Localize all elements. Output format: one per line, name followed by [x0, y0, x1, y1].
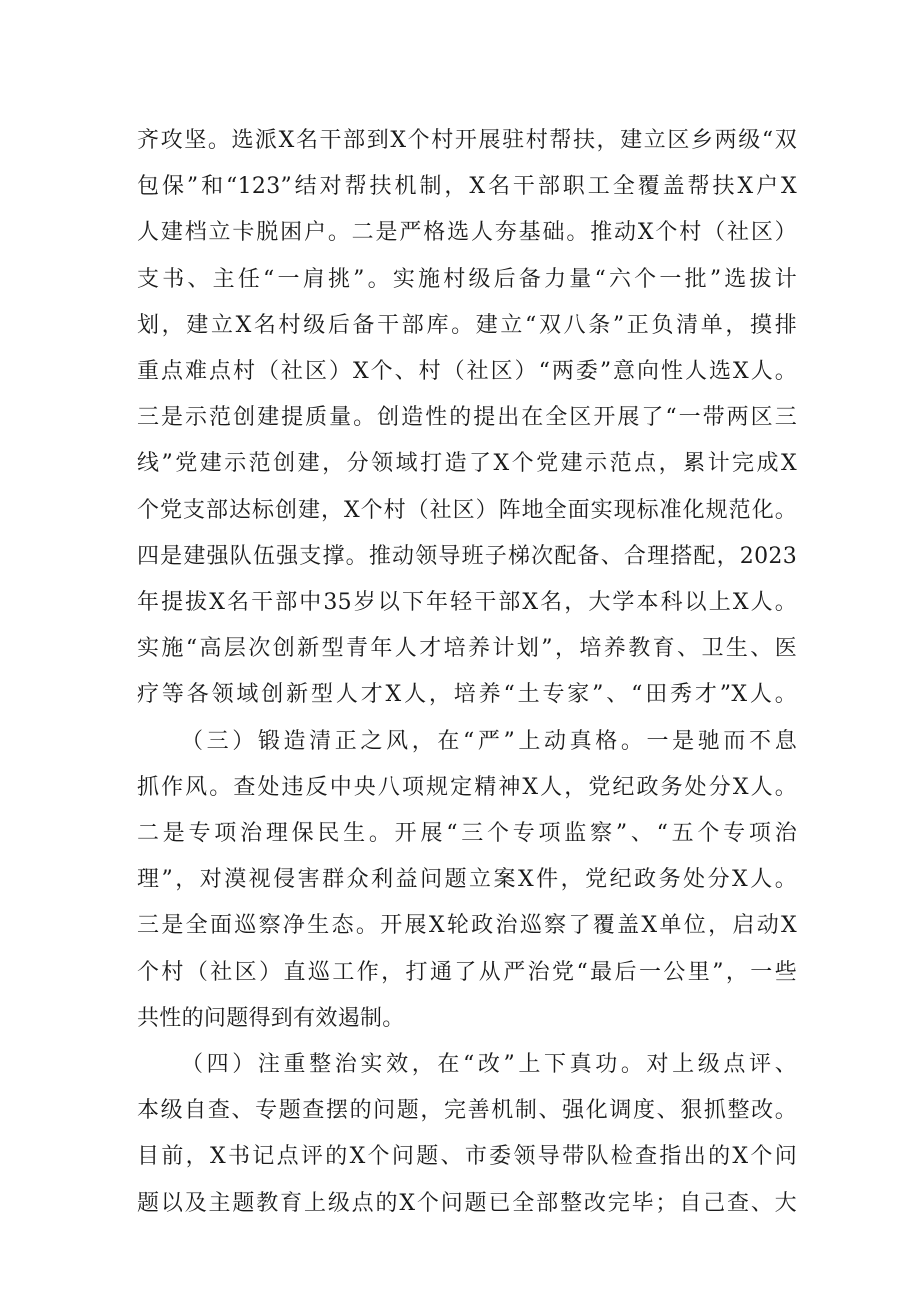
text-line: 疗等各领域创新型人才X人，培养“土专家”、“田秀才”X人。 — [137, 682, 797, 708]
text-line: 人建档立卡脱困户。二是严格选人夯基础。推动X个村（社区） — [137, 220, 797, 246]
text-line: 三是示范创建提质量。创造性的提出在全区开展了“一带两区三 — [137, 405, 797, 431]
section-heading-line: （三）锻造清正之风，在“严”上动真格。一是驰而不息 — [181, 728, 797, 754]
text-line: 三是全面巡察净生态。开展X轮政治巡察了覆盖X单位，启动X — [137, 913, 797, 939]
text-line: 目前，X书记点评的X个问题、市委领导带队检查指出的X个问 — [137, 1144, 797, 1170]
text-line: 支书、主任“一肩挑”。实施村级后备力量“六个一批”选拔计 — [137, 266, 797, 292]
text-line: 实施“高层次创新型青年人才培养计划”，培养教育、卫生、医 — [137, 636, 797, 662]
text-line: 二是专项治理保民生。开展“三个专项监察”、“五个专项治 — [137, 821, 797, 847]
text-line: 重点难点村（社区）X个、村（社区）“两委”意向性人选X人。 — [137, 359, 797, 385]
document-body — [137, 118, 797, 1227]
paragraph-2 — [137, 719, 797, 1042]
text-line: 划，建立X名村级后备干部库。建立“双八条”正负清单，摸排 — [137, 312, 797, 338]
paragraph-3 — [137, 1042, 797, 1227]
section-heading-line: （四）注重整治实效，在“改”上下真功。对上级点评、 — [181, 1052, 797, 1078]
text-line: 题以及主题教育上级点的X个问题已全部整改完毕；自己查、大 — [137, 1190, 797, 1216]
text-line: 四是建强队伍强支撑。推动领导班子梯次配备、合理搭配，2023 — [137, 543, 797, 569]
text-line: 本级自查、专题查摆的问题，完善机制、强化调度、狠抓整改。 — [137, 1098, 797, 1124]
text-line: 齐攻坚。选派X名干部到X个村开展驻村帮扶，建立区乡两级“双 — [137, 128, 797, 153]
text-line: 理”，对漠视侵害群众利益问题立案X件，党纪政务处分X人。 — [137, 867, 797, 893]
text-line: 共性的问题得到有效遏制。 — [137, 1005, 405, 1031]
text-line: 个党支部达标创建，X个村（社区）阵地全面实现标准化规范化。 — [137, 497, 797, 523]
text-line: 线”党建示范创建，分领域打造了X个党建示范点，累计完成X — [137, 451, 797, 477]
text-line: 年提拔X名干部中35岁以下年轻干部X名，大学本科以上X人。 — [137, 590, 797, 616]
paragraph-1 — [137, 118, 797, 719]
text-line: 包保”和“123”结对帮扶机制，X名干部职工全覆盖帮扶X户X — [137, 174, 797, 200]
text-line: 抓作风。查处违反中央八项规定精神X人，党纪政务处分X人。 — [137, 774, 797, 800]
text-line: 个村（社区）直巡工作，打通了从严治党“最后一公里”，一些 — [137, 959, 797, 985]
